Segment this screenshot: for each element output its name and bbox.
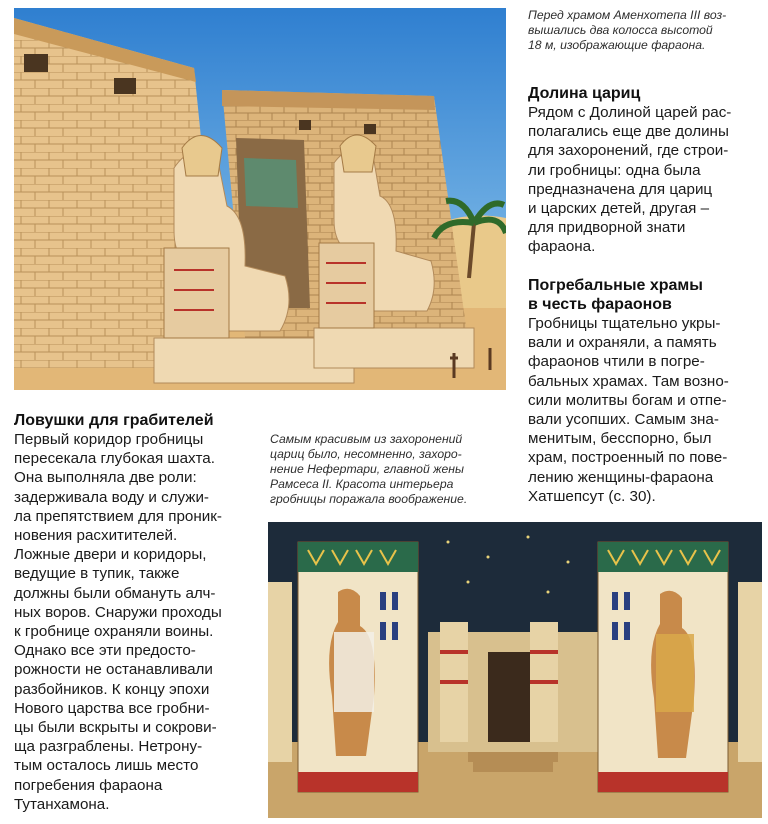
- tomb-illustration: [268, 522, 762, 818]
- text-valley-of-queens: Рядом с Долиной царей рас- полагались еще две долины для захоронений, где строи- ли гробницы: одна была предназначена для цариц и царских детей, другая – для придворной знати фараона.: [528, 104, 732, 256]
- caption-amenhotep: Перед храмом Аменхотепа III воз- вышались два колосса высотой 18 м, изображающие фараона.: [528, 8, 727, 52]
- caption-nefertari: Самым красивым из захоронений цариц было, несомненно, захоро- нение Нефертари, главной жены Рамсеса II. Красота интерьера гробницы поражала воображение.: [270, 432, 468, 506]
- temple-illustration: [14, 8, 506, 390]
- text-funerary-temples: Гробницы тщательно укры- вали и охраняли, а память фараонов чтили в погре- бальных храмах. Там возно- сили молитвы богам и отпе- вали усопших. Самым зна- менитым, бесспорно, был храм, построенный по пове- лению женщины-фараона Хатшепсут (с. 30).: [528, 315, 729, 505]
- heading-funerary-temples: Погребальные храмы в честь фараонов: [528, 277, 703, 313]
- heading-traps: Ловушки для грабителей: [14, 412, 214, 429]
- text-traps: Первый коридор гробницы пересекала глубокая шахта. Она выполняла две роли: задерживала воду и служи- ла препятствием для проник- новения расхитителей. Ложные двери и коридоры, ведущие в тупик, также должны были обмануть алч- ных воров. Снаружи проходы к гробнице охраняли воины. Однако все эти предосто- рожности не останавливали разбойников. К концу эпохи Нового царства все гробни- цы были вскрыты и сокрови- ща разграблены. Нетрону- тым осталось лишь место погребения фараона Тутанхамона.: [14, 431, 222, 813]
- heading-valley-of-queens: Долина цариц: [528, 85, 641, 102]
